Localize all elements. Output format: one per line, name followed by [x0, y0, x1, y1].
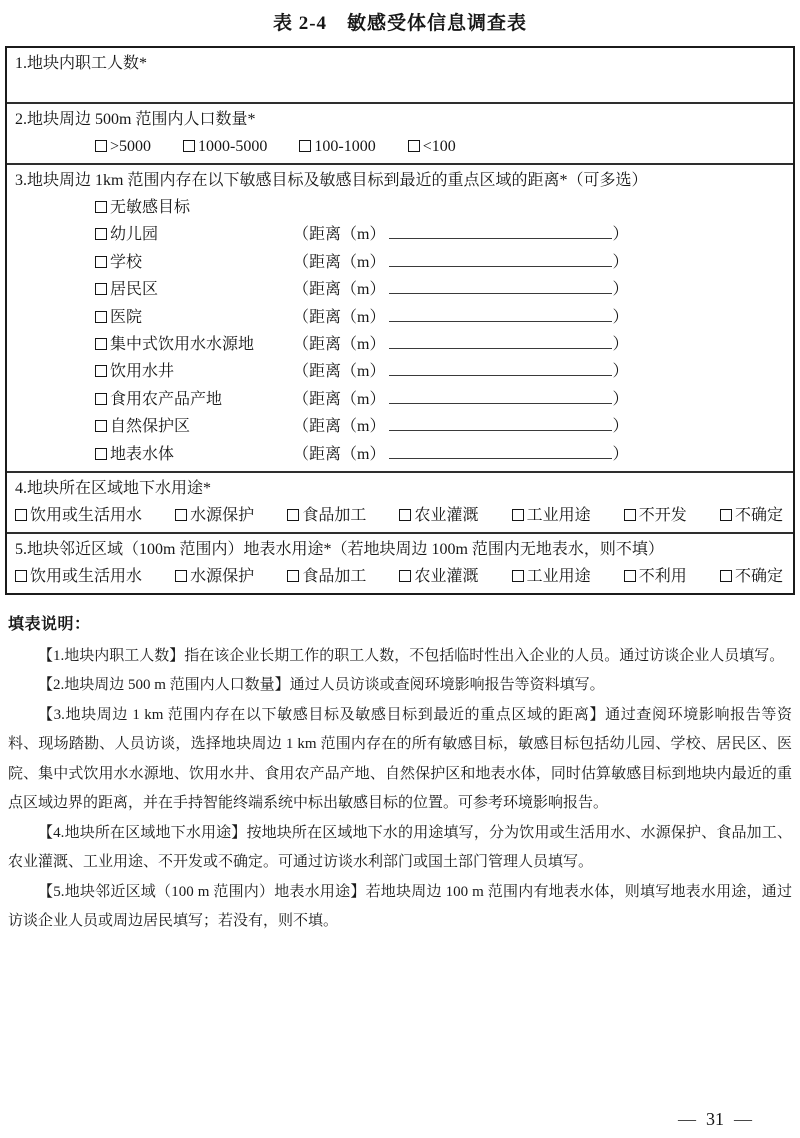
distance-field: [293, 276, 628, 303]
target-line: [15, 221, 785, 248]
page-number-value: 31: [706, 1109, 724, 1129]
checkbox-option: [95, 441, 293, 468]
target-line: [15, 386, 785, 413]
checkbox-option: [95, 358, 293, 385]
distance-underline: [389, 389, 612, 404]
page-number-dash: —: [734, 1109, 752, 1129]
checkbox-option: [720, 502, 783, 529]
checkbox-option: [15, 563, 142, 590]
note-paragraph: 【5.地块邻近区域（100 m 范围内）地表水用途】若地块周边 100 m 范围内有地表水体，则填写地表水用途，通过访谈企业人员或周边居民填写；若没有，则不填。: [8, 883, 792, 930]
distance-field: [293, 441, 628, 468]
option-label: 学校: [110, 253, 143, 271]
checkbox-icon: [287, 509, 299, 521]
checkbox-icon: [95, 311, 107, 323]
checkbox-icon: [299, 140, 311, 152]
distance-close: ）: [612, 226, 629, 244]
distance-field: [293, 331, 628, 358]
distance-close: ）: [612, 418, 629, 436]
row-label: 1.地块内职工人数*: [15, 55, 148, 72]
checkbox-icon: [175, 570, 187, 582]
checkbox-option: [512, 502, 591, 529]
checkbox-icon: [15, 509, 27, 521]
checkbox-option: [287, 502, 366, 529]
option-label: 幼儿园: [110, 226, 159, 244]
checkbox-icon: [175, 509, 187, 521]
distance-label: （距离（m）: [293, 390, 386, 408]
option-label: 不确定: [734, 567, 783, 585]
option-label: 无敏感目标: [110, 199, 191, 216]
row-label: 3.地块周边 1km 范围内存在以下敏感目标及敏感目标到最近的重点区域的距离*（可多选）: [15, 172, 648, 189]
notes-heading: 填表说明：: [8, 615, 91, 633]
row-label: 4.地块所在区域地下水用途*: [15, 479, 212, 497]
checkbox-option: [299, 138, 375, 155]
note-paragraph: 【4.地块所在区域地下水用途】按地块所在区域地下水的用途填写，分为饮用或生活用水、水源保护、食品加工、农业灌溉、工业用途、不开发或不确定。可通过访谈水利部门或国土部门管理人员填写。: [8, 824, 792, 871]
table-row-sensitive-targets: [7, 163, 793, 471]
checkbox-icon: [624, 509, 636, 521]
distance-close: ）: [612, 390, 629, 408]
distance-field: [293, 249, 628, 276]
option-label: 农业灌溉: [414, 506, 479, 524]
distance-field: [293, 358, 628, 385]
option-line: [15, 563, 785, 590]
distance-close: ）: [612, 445, 629, 463]
distance-label: （距离（m）: [293, 226, 386, 244]
distance-field: [293, 386, 628, 413]
table-row-staff-count: [7, 48, 793, 102]
checkbox-option: [720, 563, 783, 590]
option-label: 居民区: [110, 281, 159, 299]
checkbox-option: [95, 276, 293, 303]
distance-underline: [389, 416, 612, 431]
table-row-population: [7, 102, 793, 163]
option-label: 不开发: [638, 506, 687, 524]
checkbox-icon: [95, 365, 107, 377]
target-line: [15, 358, 785, 385]
distance-close: ）: [612, 308, 629, 326]
distance-field: [293, 413, 628, 440]
option-label: 工业用途: [526, 506, 591, 524]
option-label: 饮用或生活用水: [30, 567, 143, 585]
distance-underline: [389, 224, 612, 239]
distance-underline: [389, 334, 612, 349]
checkbox-icon: [95, 283, 107, 295]
option-line: [15, 133, 785, 160]
checkbox-option: [95, 386, 293, 413]
checkbox-option: [95, 221, 293, 248]
distance-label: （距离（m）: [293, 308, 386, 326]
option-label: 饮用或生活用水: [30, 506, 143, 524]
target-line: [15, 194, 785, 221]
option-label: 水源保护: [190, 567, 255, 585]
checkbox-option: [95, 138, 151, 155]
checkbox-option: [408, 138, 456, 155]
checkbox-icon: [512, 509, 524, 521]
distance-field: [293, 304, 628, 331]
checkbox-icon: [183, 140, 195, 152]
checkbox-option: [624, 563, 687, 590]
distance-close: ）: [612, 281, 629, 299]
distance-underline: [389, 361, 612, 376]
table-row-groundwater-use: [7, 471, 793, 532]
distance-close: ）: [612, 363, 629, 381]
option-label: 自然保护区: [110, 418, 191, 436]
checkbox-option: [95, 304, 293, 331]
checkbox-icon: [512, 570, 524, 582]
option-label: 农业灌溉: [414, 567, 479, 585]
option-label: 食用农产品产地: [110, 390, 223, 408]
checkbox-option: [15, 502, 142, 529]
checkbox-icon: [399, 570, 411, 582]
checkbox-icon: [95, 393, 107, 405]
row-label: 5.地块邻近区域（100m 范围内）地表水用途*（若地块周边 100m 范围内无地表水，则不填）: [15, 540, 664, 558]
option-label: 不确定: [734, 506, 783, 524]
checkbox-icon: [287, 570, 299, 582]
blank-answer-space: [15, 77, 785, 99]
target-line: [15, 331, 785, 358]
distance-field: [293, 221, 628, 248]
checkbox-option: [95, 249, 293, 276]
distance-label: （距离（m）: [293, 335, 386, 353]
option-label: 1000-5000: [198, 138, 268, 155]
distance-close: ）: [612, 253, 629, 271]
checkbox-option: [183, 138, 267, 155]
option-label: 100-1000: [314, 138, 376, 155]
target-line: [15, 441, 785, 468]
distance-label: （距离（m）: [293, 253, 386, 271]
row-label: 2.地块周边 500m 范围内人口数量*: [15, 111, 256, 128]
distance-label: （距离（m）: [293, 418, 386, 436]
checkbox-icon: [95, 420, 107, 432]
note-paragraph: 【1.地块内职工人数】指在该企业长期工作的职工人数，不包括临时性出入企业的人员。通过访谈企业人员填写。: [38, 647, 785, 664]
option-line: [15, 502, 785, 529]
checkbox-icon: [15, 570, 27, 582]
option-label: 不利用: [638, 567, 687, 585]
checkbox-icon: [95, 140, 107, 152]
checkbox-option: [95, 331, 293, 358]
option-label: 食品加工: [302, 506, 367, 524]
checkbox-icon: [95, 338, 107, 350]
distance-underline: [389, 252, 612, 267]
form-notes: [8, 611, 792, 937]
page-number: [668, 1109, 762, 1130]
option-label: 食品加工: [302, 567, 367, 585]
checkbox-icon: [95, 228, 107, 240]
checkbox-option: [624, 502, 687, 529]
checkbox-icon: [399, 509, 411, 521]
option-label: 饮用水井: [110, 363, 175, 381]
checkbox-icon: [720, 570, 732, 582]
option-label: 集中式饮用水水源地: [110, 335, 255, 353]
document-title: 表 2-4 敏感受体信息调查表: [272, 13, 528, 34]
checkbox-option: [399, 563, 478, 590]
checkbox-option: [175, 502, 254, 529]
checkbox-option: [95, 194, 293, 221]
checkbox-icon: [408, 140, 420, 152]
target-line: [15, 249, 785, 276]
note-paragraph: 【3.地块周边 1 km 范围内存在以下敏感目标及敏感目标到最近的重点区域的距离】通过查阅环境影响报告等资料、现场踏勘、人员访谈，选择地块周边 1 km 范围内存在的所有敏感目标，敏感目标包括幼儿园、学校、居民区、医院、集中式饮用水水源地、饮用水井、食用农产品产地、自然保护区和地表水体，同时估算敏感目标到地块内最近的重点区域边界的距离，并在手持智能终端系统中标出敏感目标的位置。可参考环境影响报告。: [8, 706, 792, 812]
target-line: [15, 413, 785, 440]
distance-label: （距离（m）: [293, 445, 386, 463]
distance-close: ）: [612, 335, 629, 353]
distance-underline: [389, 279, 612, 294]
checkbox-option: [399, 502, 478, 529]
checkbox-option: [175, 563, 254, 590]
distance-underline: [389, 306, 612, 321]
table-row-surface-water-use: [7, 532, 793, 593]
page-number-dash: —: [678, 1109, 696, 1129]
distance-label: （距离（m）: [293, 281, 386, 299]
checkbox-option: [287, 563, 366, 590]
checkbox-icon: [624, 570, 636, 582]
checkbox-icon: [95, 256, 107, 268]
checkbox-option: [512, 563, 591, 590]
checkbox-icon: [95, 201, 107, 213]
distance-underline: [389, 443, 612, 458]
checkbox-option: [95, 413, 293, 440]
checkbox-icon: [95, 448, 107, 460]
note-paragraph: 【2.地块周边 500 m 范围内人口数量】通过人员访谈或查阅环境影响报告等资料填写。: [38, 677, 605, 694]
option-label: <100: [422, 138, 456, 155]
option-label: 医院: [110, 308, 143, 326]
target-line: [15, 304, 785, 331]
option-label: >5000: [110, 138, 152, 155]
checkbox-icon: [720, 509, 732, 521]
target-line: [15, 276, 785, 303]
survey-table: [5, 46, 795, 595]
option-label: 水源保护: [190, 506, 255, 524]
option-label: 地表水体: [110, 445, 175, 463]
option-label: 工业用途: [526, 567, 591, 585]
distance-label: （距离（m）: [293, 363, 386, 381]
